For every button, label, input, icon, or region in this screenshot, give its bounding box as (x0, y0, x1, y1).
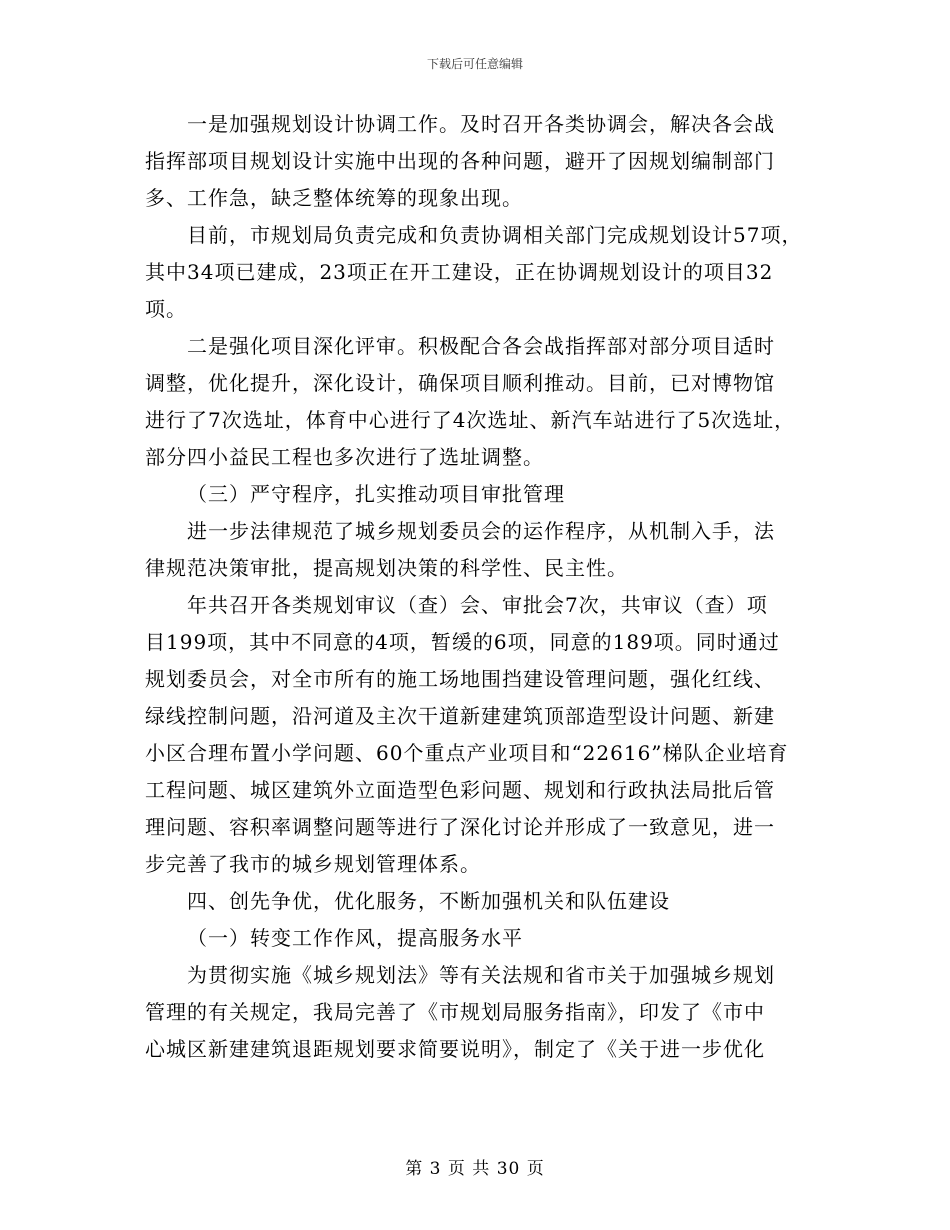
text-line: 律规范决策审批，提高规划决策的科学性、民主性。 (145, 556, 628, 580)
paragraph-3 (145, 328, 825, 476)
paragraph-6 (145, 957, 825, 1068)
text-line: 年共召开各类规划审议（查）会、审批会7次，共审议（查）项 (187, 593, 768, 617)
text-line: 调整，优化提升，深化设计，确保项目顺利推动。目前，已对博物馆 (145, 371, 775, 395)
paragraph-1 (145, 106, 825, 217)
document-body (145, 106, 825, 1068)
text-line: （一）转变工作作风，提高服务水平 (187, 926, 523, 950)
text-line: 规划委员会，对全市所有的施工场地围挡建设管理问题，强化红线、 (145, 667, 775, 691)
text-line: 心城区新建建筑退距规划要求简要说明》，制定了《关于进一步优化 (145, 1037, 765, 1061)
text-line: 四、创先争优，优化服务，不断加强机关和队伍建设 (187, 889, 670, 913)
text-line: 一是加强规划设计协调工作。及时召开各类协调会，解决各会战 (187, 112, 775, 136)
text-line: 管理的有关规定，我局完善了《市规划局服务指南》，印发了《市中 (145, 1000, 765, 1024)
text-line: （三）严守程序，扎实推动项目审批管理 (187, 482, 565, 506)
text-line: 绿线控制问题，沿河道及主次干道新建建筑顶部造型设计问题、新建 (145, 704, 775, 728)
text-line: 多、工作急，缺乏整体统筹的现象出现。 (145, 186, 523, 210)
text-line: 二是强化项目深化评审。积极配合各会战指挥部对部分项目适时 (187, 334, 775, 358)
text-line: 为贯彻实施《城乡规划法》等有关法规和省市关于加强城乡规划 (187, 963, 775, 987)
paragraph-2 (145, 217, 825, 328)
text-line: 步完善了我市的城乡规划管理体系。 (145, 852, 481, 876)
text-line: 目199项，其中不同意的4项，暂缓的6项，同意的189项。同时通过 (145, 630, 780, 654)
page-number: 第 3 页 共 30 页 (405, 1159, 545, 1179)
subsection-heading-4-1 (145, 920, 825, 957)
page-header: 下载后可任意编辑 (426, 57, 523, 71)
text-line: 进行了7次选址，体育中心进行了4次选址、新汽车站进行了5次选址， (145, 408, 796, 432)
text-line: 目前，市规划局负责完成和负责协调相关部门完成规划设计57项， (187, 223, 803, 247)
text-line: 部分四小益民工程也多次进行了选址调整。 (145, 445, 544, 469)
paragraph-5 (145, 587, 825, 883)
text-line: 其中34项已建成，23项正在开工建设，正在协调规划设计的项目32 (145, 260, 774, 284)
section-heading-4 (145, 883, 825, 920)
text-line: 理问题、容积率调整问题等进行了深化讨论并形成了一致意见，进一 (145, 815, 775, 839)
section-heading-3 (145, 476, 825, 513)
text-line: 进一步法律规范了城乡规划委员会的运作程序，从机制入手，法 (187, 519, 775, 543)
text-line: 项。 (145, 297, 187, 321)
text-line: 工程问题、城区建筑外立面造型色彩问题、规划和行政执法局批后管 (145, 778, 775, 802)
text-line: 小区合理布置小学问题、60个重点产业项目和“22616”梯队企业培育 (145, 741, 789, 765)
paragraph-4 (145, 513, 825, 587)
text-line: 指挥部项目规划设计实施中出现的各种问题，避开了因规划编制部门 (145, 149, 775, 173)
